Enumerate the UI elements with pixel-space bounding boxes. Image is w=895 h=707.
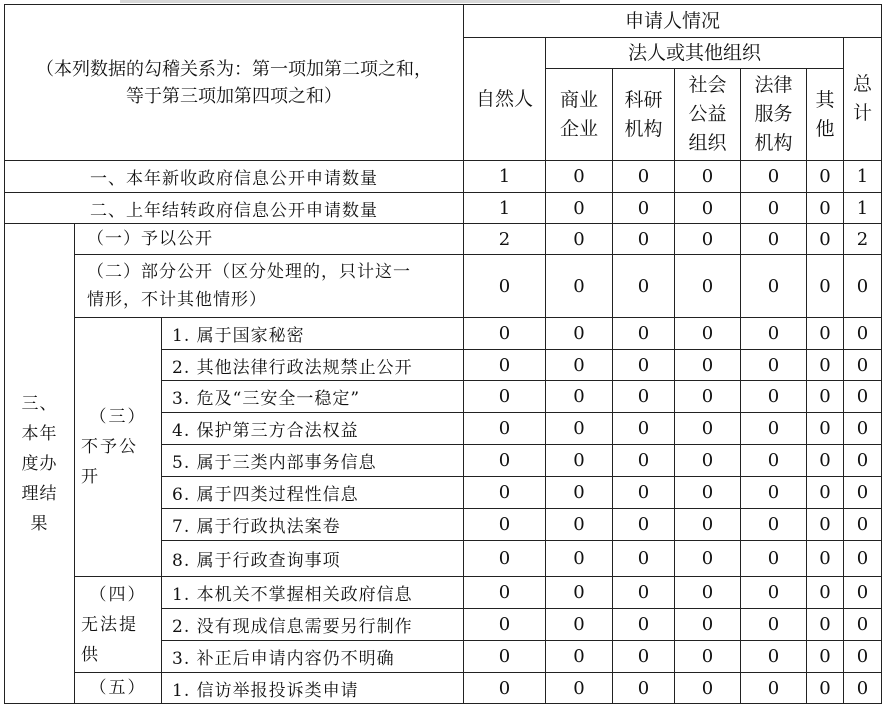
value-cell: 0 bbox=[464, 609, 546, 641]
disclosure-statistics-table bbox=[4, 4, 882, 704]
value-cell: 0 bbox=[546, 255, 613, 318]
value-cell: 0 bbox=[844, 350, 882, 381]
value-cell: 1 bbox=[844, 193, 882, 224]
value-cell: 0 bbox=[546, 193, 613, 224]
value-cell: 0 bbox=[613, 641, 675, 673]
value-cell: 0 bbox=[844, 541, 882, 577]
research-header: 科研 机构 bbox=[613, 69, 675, 161]
value-cell: 0 bbox=[675, 609, 741, 641]
section-three-label: 三、 本年 度办 理结 果 bbox=[5, 224, 75, 704]
value-cell: 0 bbox=[546, 350, 613, 381]
table-row bbox=[5, 318, 882, 350]
value-cell: 0 bbox=[807, 477, 844, 509]
value-cell: 0 bbox=[546, 224, 613, 255]
value-cell: 0 bbox=[675, 350, 741, 381]
natural-person-header: 自然人 bbox=[464, 38, 546, 161]
value-cell: 0 bbox=[613, 193, 675, 224]
value-cell: 0 bbox=[613, 541, 675, 577]
value-cell: 0 bbox=[546, 541, 613, 577]
value-cell: 0 bbox=[741, 161, 807, 193]
value-cell: 0 bbox=[613, 609, 675, 641]
value-cell: 0 bbox=[741, 413, 807, 445]
value-cell: 0 bbox=[807, 445, 844, 477]
value-cell: 0 bbox=[464, 641, 546, 673]
value-cell: 0 bbox=[741, 445, 807, 477]
value-cell: 0 bbox=[675, 381, 741, 413]
row-label: 5. 属于三类内部事务信息 bbox=[162, 445, 464, 477]
value-cell: 0 bbox=[464, 541, 546, 577]
value-cell: 2 bbox=[464, 224, 546, 255]
commercial-header: 商业 企业 bbox=[546, 69, 613, 161]
value-cell: 0 bbox=[613, 224, 675, 255]
value-cell: 0 bbox=[464, 413, 546, 445]
value-cell: 0 bbox=[546, 381, 613, 413]
other-header: 其 他 bbox=[807, 69, 844, 161]
value-cell: 0 bbox=[613, 255, 675, 318]
legal-service-header: 法律 服务 机构 bbox=[741, 69, 807, 161]
value-cell: 0 bbox=[464, 673, 546, 704]
value-cell: 0 bbox=[675, 318, 741, 350]
value-cell: 0 bbox=[675, 541, 741, 577]
value-cell: 0 bbox=[675, 477, 741, 509]
value-cell: 0 bbox=[844, 641, 882, 673]
value-cell: 0 bbox=[807, 673, 844, 704]
row-label: （二）部分公开（区分处理的，只计这一 情形，不计其他情形） bbox=[75, 255, 464, 318]
value-cell: 0 bbox=[613, 413, 675, 445]
value-cell: 0 bbox=[807, 577, 844, 609]
table-row bbox=[5, 161, 882, 193]
top-edge-line bbox=[120, 0, 560, 3]
value-cell: 0 bbox=[741, 255, 807, 318]
value-cell: 1 bbox=[844, 161, 882, 193]
value-cell: 0 bbox=[464, 350, 546, 381]
value-cell: 2 bbox=[844, 224, 882, 255]
value-cell: 0 bbox=[807, 255, 844, 318]
row-label: 2. 其他法律行政法规禁止公开 bbox=[162, 350, 464, 381]
value-cell: 0 bbox=[741, 477, 807, 509]
value-cell: 0 bbox=[546, 477, 613, 509]
value-cell: 0 bbox=[807, 381, 844, 413]
value-cell: 0 bbox=[741, 224, 807, 255]
value-cell: 0 bbox=[741, 609, 807, 641]
row-label: 1. 本机关不掌握相关政府信息 bbox=[162, 577, 464, 609]
row-label: 2. 没有现成信息需要另行制作 bbox=[162, 609, 464, 641]
value-cell: 1 bbox=[464, 193, 546, 224]
value-cell: 0 bbox=[464, 445, 546, 477]
row-label: 3. 危及“三安全一稳定” bbox=[162, 381, 464, 413]
value-cell: 0 bbox=[844, 477, 882, 509]
value-cell: 0 bbox=[675, 641, 741, 673]
row-label: 7. 属于行政执法案卷 bbox=[162, 509, 464, 541]
row-label: 4. 保护第三方合法权益 bbox=[162, 413, 464, 445]
value-cell: 0 bbox=[675, 577, 741, 609]
value-cell: 0 bbox=[675, 413, 741, 445]
value-cell: 0 bbox=[741, 541, 807, 577]
row-label: 二、上年结转政府信息公开申请数量 bbox=[5, 193, 464, 224]
value-cell: 1 bbox=[464, 161, 546, 193]
value-cell: 0 bbox=[675, 673, 741, 704]
value-cell: 0 bbox=[807, 541, 844, 577]
total-header: 总 计 bbox=[844, 38, 882, 161]
value-cell: 0 bbox=[844, 577, 882, 609]
value-cell: 0 bbox=[844, 609, 882, 641]
value-cell: 0 bbox=[613, 318, 675, 350]
value-cell: 0 bbox=[464, 255, 546, 318]
value-cell: 0 bbox=[546, 509, 613, 541]
value-cell: 0 bbox=[844, 413, 882, 445]
relation-note-line2: 等于第三项加第四项之和） bbox=[126, 85, 342, 107]
value-cell: 0 bbox=[613, 577, 675, 609]
row-label: （一）予以公开 bbox=[75, 224, 464, 255]
value-cell: 0 bbox=[464, 477, 546, 509]
value-cell: 0 bbox=[741, 350, 807, 381]
value-cell: 0 bbox=[844, 509, 882, 541]
value-cell: 0 bbox=[613, 509, 675, 541]
value-cell: 0 bbox=[807, 641, 844, 673]
table-row bbox=[5, 673, 882, 704]
value-cell: 0 bbox=[844, 445, 882, 477]
relation-note-line1: （本列数据的勾稽关系为：第一项加第二项之和， bbox=[36, 58, 432, 80]
value-cell: 0 bbox=[675, 224, 741, 255]
value-cell: 0 bbox=[613, 445, 675, 477]
value-cell: 0 bbox=[807, 193, 844, 224]
table-row bbox=[5, 255, 882, 318]
value-cell: 0 bbox=[741, 641, 807, 673]
value-cell: 0 bbox=[807, 609, 844, 641]
value-cell: 0 bbox=[546, 445, 613, 477]
value-cell: 0 bbox=[807, 509, 844, 541]
value-cell: 0 bbox=[741, 318, 807, 350]
row-label: 一、本年新收政府信息公开申请数量 bbox=[5, 161, 464, 193]
value-cell: 0 bbox=[464, 509, 546, 541]
value-cell: 0 bbox=[464, 318, 546, 350]
subsection-five-label: （五） bbox=[75, 673, 162, 704]
row-label: 1. 信访举报投诉类申请 bbox=[162, 673, 464, 704]
value-cell: 0 bbox=[546, 673, 613, 704]
table-row bbox=[5, 193, 882, 224]
row-label: 1. 属于国家秘密 bbox=[162, 318, 464, 350]
value-cell: 0 bbox=[546, 577, 613, 609]
value-cell: 0 bbox=[807, 318, 844, 350]
value-cell: 0 bbox=[464, 577, 546, 609]
value-cell: 0 bbox=[844, 381, 882, 413]
value-cell: 0 bbox=[844, 673, 882, 704]
value-cell: 0 bbox=[675, 509, 741, 541]
relation-note-cell bbox=[5, 5, 464, 161]
value-cell: 0 bbox=[807, 350, 844, 381]
value-cell: 0 bbox=[741, 381, 807, 413]
subsection-four-label: （四） 无法提 供 bbox=[75, 577, 162, 673]
value-cell: 0 bbox=[807, 161, 844, 193]
row-label: 6. 属于四类过程性信息 bbox=[162, 477, 464, 509]
legal-org-header: 法人或其他组织 bbox=[546, 38, 844, 69]
value-cell: 0 bbox=[741, 673, 807, 704]
value-cell: 0 bbox=[613, 161, 675, 193]
row-label: 8. 属于行政查询事项 bbox=[162, 541, 464, 577]
value-cell: 0 bbox=[613, 350, 675, 381]
value-cell: 0 bbox=[464, 381, 546, 413]
value-cell: 0 bbox=[844, 255, 882, 318]
value-cell: 0 bbox=[546, 318, 613, 350]
subsection-three-label: （三） 不予公开 bbox=[75, 318, 162, 577]
value-cell: 0 bbox=[807, 413, 844, 445]
value-cell: 0 bbox=[741, 193, 807, 224]
value-cell: 0 bbox=[613, 381, 675, 413]
value-cell: 0 bbox=[675, 445, 741, 477]
value-cell: 0 bbox=[613, 477, 675, 509]
applicant-header: 申请人情况 bbox=[464, 5, 882, 38]
value-cell: 0 bbox=[546, 413, 613, 445]
value-cell: 0 bbox=[546, 609, 613, 641]
row-label: 3. 补正后申请内容仍不明确 bbox=[162, 641, 464, 673]
value-cell: 0 bbox=[613, 673, 675, 704]
value-cell: 0 bbox=[675, 161, 741, 193]
value-cell: 0 bbox=[675, 255, 741, 318]
value-cell: 0 bbox=[807, 224, 844, 255]
value-cell: 0 bbox=[741, 577, 807, 609]
table-row bbox=[5, 577, 882, 609]
value-cell: 0 bbox=[741, 509, 807, 541]
social-welfare-header: 社会 公益 组织 bbox=[675, 69, 741, 161]
value-cell: 0 bbox=[546, 641, 613, 673]
table-row bbox=[5, 224, 882, 255]
value-cell: 0 bbox=[546, 161, 613, 193]
value-cell: 0 bbox=[675, 193, 741, 224]
value-cell: 0 bbox=[844, 318, 882, 350]
